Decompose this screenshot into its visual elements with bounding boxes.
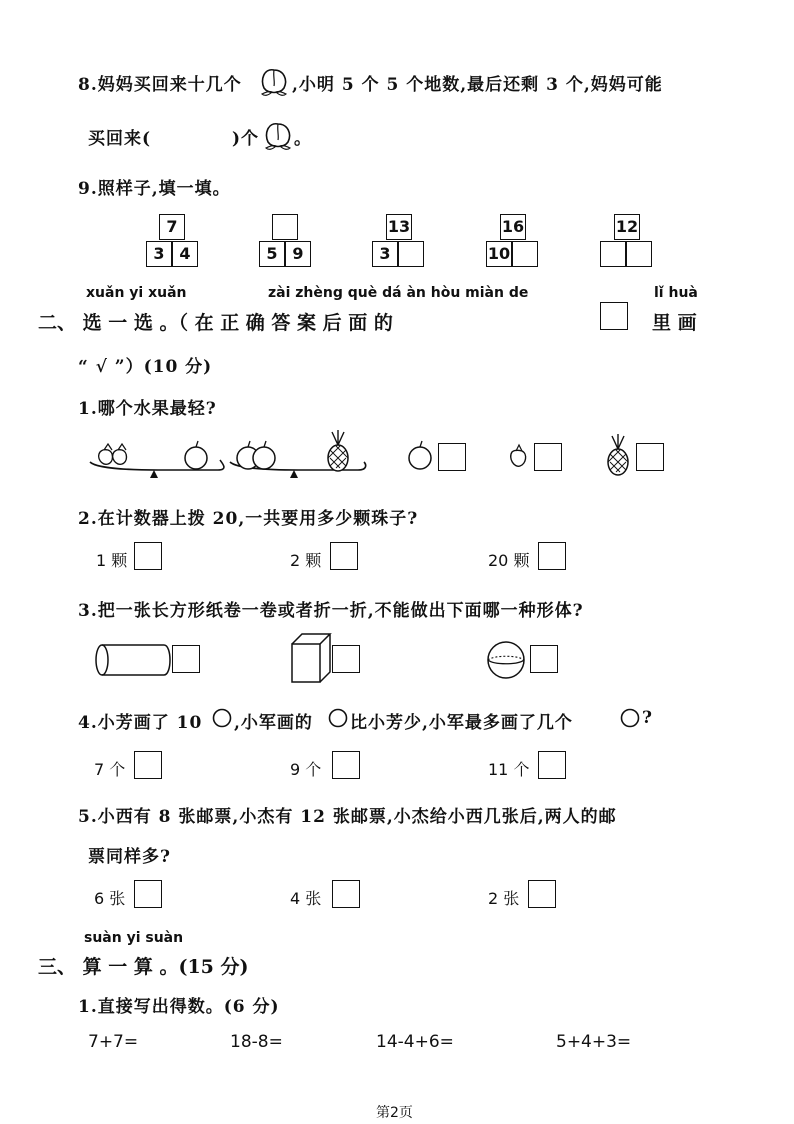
peach-icon [262, 116, 294, 152]
s2q5-option-1: 6 张 [94, 889, 126, 908]
circle-icon [328, 708, 348, 728]
answer-box[interactable] [538, 751, 566, 779]
answer-box[interactable] [134, 542, 162, 570]
sec2-pinyin-b: zài zhèng què dá àn hòu miàn de [268, 285, 529, 301]
answer-box[interactable] [332, 751, 360, 779]
answer-box[interactable] [332, 880, 360, 908]
s2q2-title: 2.在计数器上拨 20,一共要用多少颗珠子? [78, 509, 419, 529]
s2q4-option-2: 9 个 [290, 760, 322, 779]
q9-title: 9.照样子,填一填。 [78, 179, 231, 199]
s2q4-title-a: 4.小芳画了 10 [78, 713, 203, 733]
q9-top-cell: 7 [159, 214, 185, 240]
answer-box-strawberry[interactable] [534, 443, 562, 471]
answer-box[interactable] [330, 542, 358, 570]
equation: 14-4+6= [376, 1032, 454, 1052]
s2q1-title: 1.哪个水果最轻? [78, 399, 217, 419]
cylinder-icon [94, 642, 172, 678]
answer-box-apple[interactable] [438, 443, 466, 471]
sec3-pinyin: suàn yi suàn [84, 930, 184, 946]
answer-box-cylinder[interactable] [172, 645, 200, 673]
sec2-title-b: 里 画 [652, 312, 697, 334]
q9-top-cell: 16 [500, 214, 526, 240]
s2q4-title-b: ,小军画的 [234, 713, 313, 733]
answer-box-cuboid[interactable] [332, 645, 360, 673]
cuboid-icon [290, 632, 332, 684]
q9-left-cell: 3 [372, 241, 398, 267]
q8-line1-b: ,小明 5 个 5 个地数,最后还剩 3 个,妈妈可能 [292, 75, 663, 95]
answer-box-sphere[interactable] [530, 645, 558, 673]
apple-icon [406, 440, 434, 472]
s2q2-option-2: 2 颗 [290, 551, 322, 570]
strawberry-icon [508, 442, 532, 470]
q8-line2-a: 买回来( [88, 129, 152, 149]
answer-box[interactable] [134, 880, 162, 908]
answer-box-pineapple[interactable] [636, 443, 664, 471]
s2q2-option-3: 20 颗 [488, 551, 530, 570]
q9-left-cell: 3 [146, 241, 172, 267]
sec2-title-a: 二、 选 一 选 。（ 在 正 确 答 案 后 面 的 [38, 312, 393, 334]
sec2-pinyin-a: xuǎn yi xuǎn [86, 285, 187, 301]
s2q2-option-1: 1 颗 [96, 551, 128, 570]
q8-line2-c: 。 [294, 129, 312, 149]
circle-icon [620, 708, 640, 728]
s2q5-option-3: 2 张 [488, 889, 520, 908]
sec2-pinyin-c: lǐ huà [654, 285, 698, 301]
q9-left-cell[interactable] [600, 241, 626, 267]
peach-icon [258, 62, 290, 98]
q9-left-cell: 10 [486, 241, 512, 267]
s3q1-title: 1.直接写出得数。(6 分) [78, 997, 280, 1017]
s2q5-title-line1: 5.小西有 8 张邮票,小杰有 12 张邮票,小杰给小西几张后,两人的邮 [78, 807, 617, 827]
q9-top-cell: 12 [614, 214, 640, 240]
q9-top-cell[interactable] [272, 214, 298, 240]
s2q4-option-1: 7 个 [94, 760, 126, 779]
equation: 5+4+3= [556, 1032, 632, 1052]
q9-right-cell[interactable] [512, 241, 538, 267]
pineapple-icon [604, 434, 632, 476]
q8-answer-blank[interactable] [162, 120, 232, 146]
q9-right-cell[interactable] [626, 241, 652, 267]
s2q4-title-d: ? [642, 708, 653, 728]
answer-box[interactable] [528, 880, 556, 908]
page-number: 第2页 [376, 1105, 413, 1121]
equation: 18-8= [230, 1032, 283, 1052]
q9-right-cell: 9 [285, 241, 311, 267]
s2q5-option-2: 4 张 [290, 889, 322, 908]
answer-box-sample [600, 302, 628, 330]
q8-line2-b: )个 [232, 129, 260, 149]
q9-right-cell: 4 [172, 241, 198, 267]
q9-top-cell: 13 [386, 214, 412, 240]
answer-box[interactable] [134, 751, 162, 779]
q8-line1-a: 8.妈妈买回来十几个 [78, 75, 242, 95]
circle-icon [212, 708, 232, 728]
q9-left-cell: 5 [259, 241, 285, 267]
answer-box[interactable] [538, 542, 566, 570]
s2q3-title: 3.把一张长方形纸卷一卷或者折一折,不能做出下面哪一种形体? [78, 601, 584, 621]
q9-right-cell[interactable] [398, 241, 424, 267]
s2q4-title-c: 比小芳少,小军最多画了几个 [350, 713, 573, 733]
balance-scale-icon [88, 430, 378, 482]
s2q5-title-line2: 票同样多? [88, 847, 171, 867]
s2q4-option-3: 11 个 [488, 760, 530, 779]
sec2-title-line2: “ √ ”）(10 分) [78, 357, 213, 377]
sec3-title: 三、 算 一 算 。(15 分) [38, 956, 249, 978]
equation: 7+7= [88, 1032, 139, 1052]
sphere-icon [486, 640, 526, 680]
